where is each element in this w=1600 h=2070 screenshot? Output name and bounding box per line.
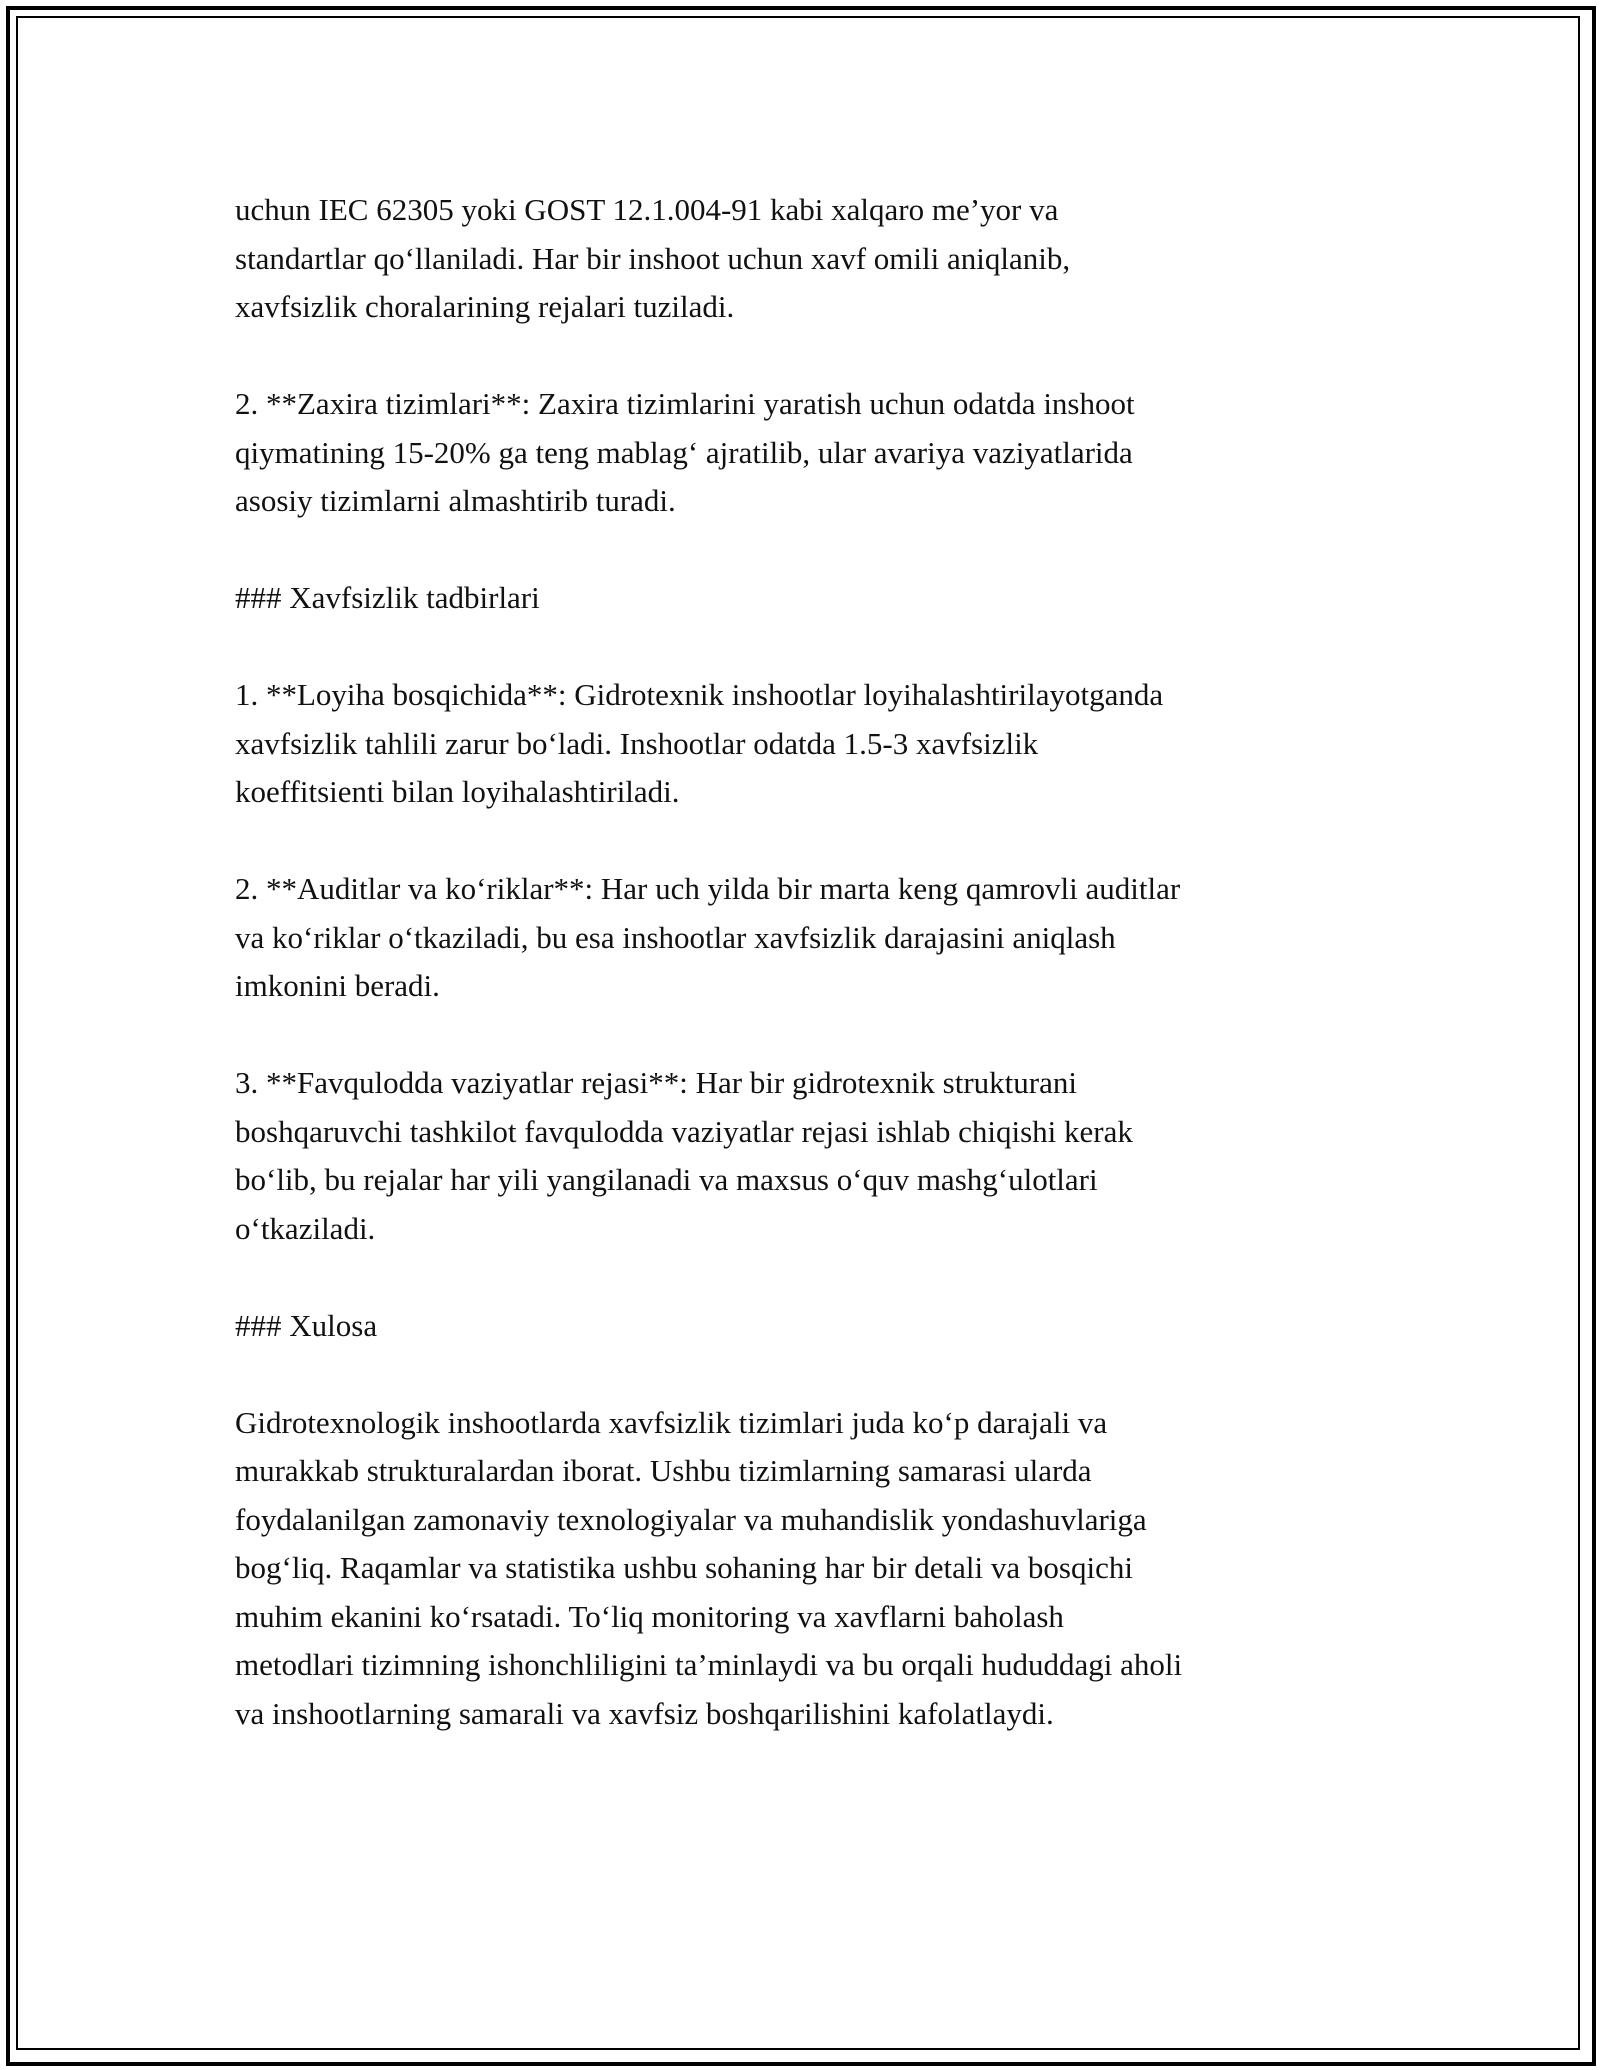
text-line: 2. **Auditlar va ko‘riklar**: Har uch yilda bir marta keng qamrovli auditlar	[235, 871, 1181, 906]
text-line: Gidrotexnologik inshootlarda xavfsizlik tizimlari juda ko‘p darajali va	[235, 1404, 1108, 1440]
text-line: murakkab strukturalardan iborat. Ushbu tizimlarning samarasi ularda	[235, 1453, 1092, 1488]
text-line: muhim ekanini ko‘rsatadi. To‘liq monitoring va xavflarni baholash	[235, 1598, 1064, 1634]
text-line: metodlari tizimning ishonchliligini ta’minlaydi va bu orqali hududdagi aholi	[235, 1647, 1183, 1682]
text-line: qiymatining 15-20% ga teng mablag‘ ajratilib, ular avariya vaziyatlarida	[235, 434, 1133, 470]
text-line: koeffitsienti bilan loyihalashtiriladi.	[235, 774, 680, 809]
text-line: foydalanilgan zamonaviy texnologiyalar va muhandislik yondashuvlariga	[235, 1501, 1147, 1537]
heading-text: ### Xavfsizlik tadbirlari	[235, 580, 540, 615]
text-line: va inshootlarning samarali va xavfsiz boshqarilishini kafolatlaydi.	[235, 1695, 1054, 1731]
text-line: bo‘lib, bu rejalar har yili yangilanadi va maxsus o‘quv mashg‘ulotlari	[235, 1162, 1098, 1197]
text-line: o‘tkaziladi.	[235, 1210, 376, 1246]
text-line: uchun IEC 62305 yoki GOST 12.1.004-91 kabi xalqaro me’yor va	[235, 192, 1059, 227]
paragraph-audits	[235, 865, 1375, 1011]
text-line: 2. **Zaxira tizimlari**: Zaxira tizimlarini yaratish uchun odatda inshoot	[235, 386, 1135, 421]
document-body	[235, 186, 1375, 1787]
text-line: asosiy tizimlarni almashtirib turadi.	[235, 483, 676, 518]
paragraph-standards	[235, 186, 1375, 332]
heading-conclusion	[235, 1302, 1375, 1351]
text-line: 3. **Favqulodda vaziyatlar rejasi**: Har bir gidrotexnik strukturani	[235, 1065, 1077, 1100]
text-line: boshqaruvchi tashkilot favqulodda vaziyatlar rejasi ishlab chiqishi kerak	[235, 1113, 1133, 1149]
text-line: bog‘liq. Raqamlar va statistika ushbu sohaning har bir detali va bosqichi	[235, 1550, 1133, 1585]
paragraph-conclusion	[235, 1399, 1375, 1739]
heading-safety-measures	[235, 574, 1375, 623]
text-line: va ko‘riklar o‘tkaziladi, bu esa inshootlar xavfsizlik darajasini aniqlash	[235, 919, 1116, 955]
text-line: standartlar qo‘llaniladi. Har bir inshoot uchun xavf omili aniqlanib,	[235, 240, 1071, 276]
text-line: xavfsizlik tahlili zarur bo‘ladi. Inshootlar odatda 1.5-3 xavfsizlik	[235, 725, 1039, 761]
text-line: 1. **Loyiha bosqichida**: Gidrotexnik inshootlar loyihalashtirilayotganda	[235, 677, 1164, 712]
paragraph-backup-systems	[235, 380, 1375, 526]
text-line: xavfsizlik choralarining rejalari tuziladi.	[235, 289, 735, 324]
paragraph-design-stage	[235, 671, 1375, 817]
heading-text: ### Xulosa	[235, 1307, 378, 1343]
paragraph-emergency-plan	[235, 1059, 1375, 1253]
text-line: imkonini beradi.	[235, 968, 440, 1003]
